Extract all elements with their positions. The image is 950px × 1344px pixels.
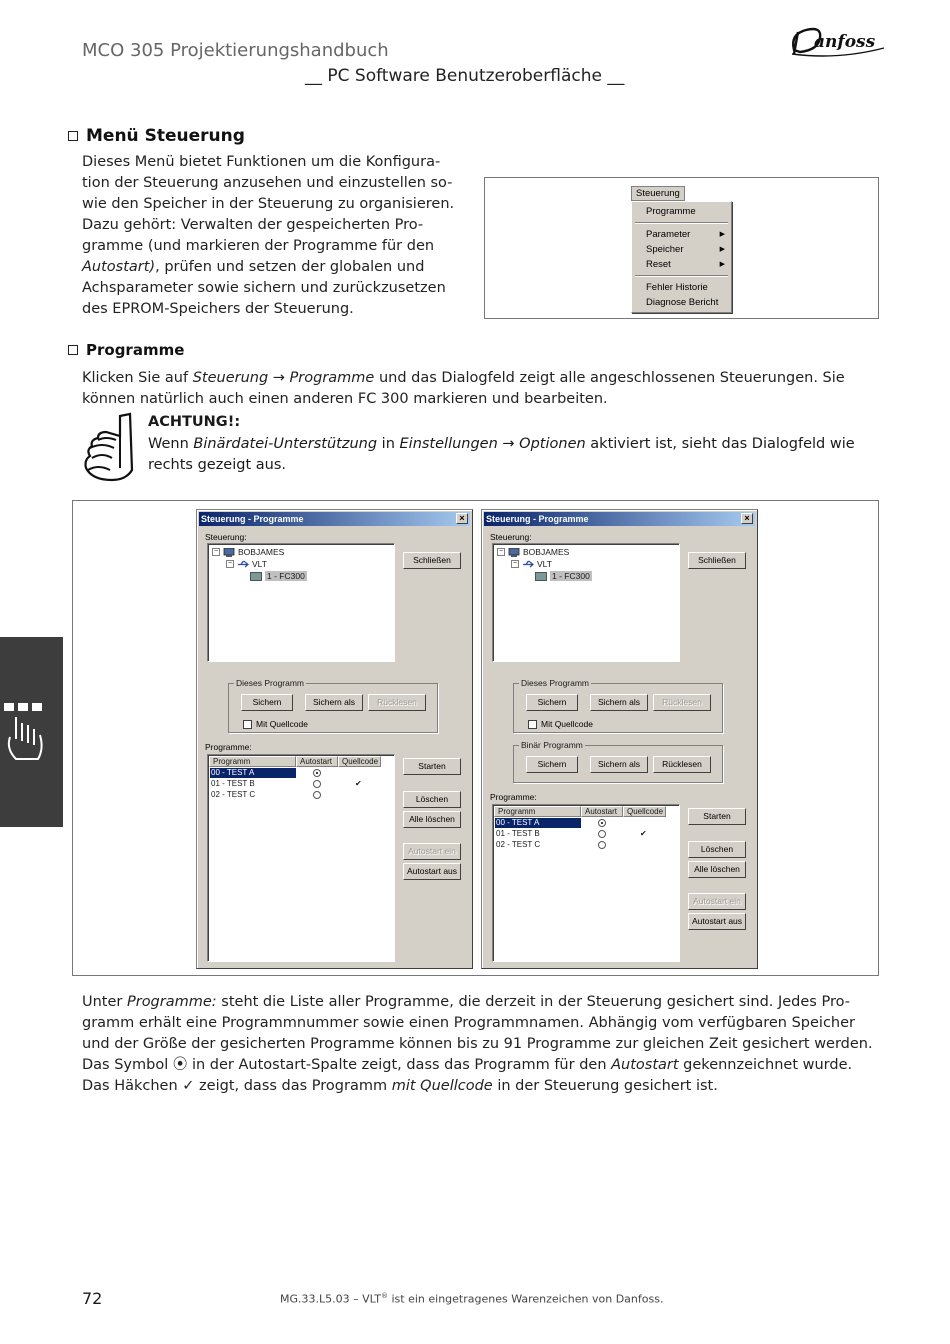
tree-node-fc300[interactable]: [250, 571, 307, 581]
svg-text:anfoss: anfoss: [814, 32, 876, 52]
emphasis: Binärdatei-Unterstützung: [193, 436, 378, 452]
binary-save-button[interactable]: Sichern: [526, 756, 578, 773]
text: in: [377, 436, 400, 452]
pointing-hand-icon: [82, 412, 136, 482]
col-source[interactable]: Quellcode: [338, 756, 381, 767]
submenu-arrow-icon: ▶: [719, 231, 725, 238]
list-item[interactable]: [494, 818, 678, 828]
autostart-off-button[interactable]: Autostart aus: [403, 863, 461, 880]
dialog-programme-binary: [481, 509, 758, 969]
delete-all-button[interactable]: Alle löschen: [688, 861, 746, 878]
checkmark-icon: ✔: [355, 779, 362, 788]
collapse-icon[interactable]: −: [498, 548, 504, 555]
page-number: 72: [82, 1289, 103, 1308]
text: aktiviert ist, sieht das Dialogfeld wie: [585, 436, 855, 452]
group-caption: Dieses Programm: [236, 678, 305, 688]
collapse-icon[interactable]: −: [213, 548, 219, 555]
menu-label: Reset: [646, 259, 671, 270]
group-caption: Dieses Programm: [521, 678, 590, 688]
menu-label: Parameter: [646, 229, 691, 240]
menu-steuerung[interactable]: Steuerung: [631, 186, 685, 201]
group-binary-program: [513, 740, 723, 783]
menu-label: Speicher: [646, 244, 684, 255]
program-name: 01 - TEST B: [211, 779, 255, 788]
hand-keyboard-icon: [2, 699, 50, 763]
text-line: [82, 992, 882, 1013]
text: , prüfen und setzen der globalen und: [155, 259, 425, 275]
menu-separator: [635, 275, 728, 277]
drive-icon: [250, 572, 262, 581]
programs-label: Programme:: [205, 742, 252, 752]
text-line: des EPROM-Speichers der Steuerung.: [82, 301, 354, 317]
autostart-radio[interactable]: [598, 830, 606, 838]
tree-node-vlt[interactable]: [226, 559, 267, 569]
tree-label: VLT: [537, 559, 552, 569]
dialog-titlebar: [199, 512, 470, 526]
text-line: [148, 434, 878, 455]
programs-explanation: [82, 992, 882, 1097]
list-item[interactable]: [494, 829, 678, 839]
col-autostart[interactable]: Autostart: [296, 756, 338, 767]
save-button[interactable]: Sichern: [526, 694, 578, 711]
start-button[interactable]: Starten: [403, 758, 461, 775]
text-line: gramm erhält eine Programmnummer sowie einen Programmnamen. Abhängig vom verfügbaren Speicher: [82, 1015, 856, 1031]
group-this-program: [513, 678, 723, 733]
col-program[interactable]: Programm: [209, 756, 296, 767]
tree-node-fc300[interactable]: [535, 571, 592, 581]
source-checkbox-label: Mit Quellcode: [541, 719, 593, 729]
text: steht die Liste aller Programme, die derzeit in der Steuerung gesichert sind. Jedes Pro-: [216, 994, 850, 1010]
text-line: [82, 1076, 882, 1097]
text: in der Autostart-Spalte zeigt, dass das Programm für den: [187, 1057, 612, 1073]
dialog-title: Steuerung - Programme: [486, 514, 589, 524]
text-line: und der Größe der gesicherten Programme können bis zu 91 Programme zur gleichen Zeit gesichert werden.: [82, 1036, 873, 1052]
registered-mark: ®: [380, 1292, 388, 1300]
program-name: 02 - TEST C: [496, 840, 541, 849]
heading-text: Programme: [86, 341, 185, 359]
source-checkbox-label: Mit Quellcode: [256, 719, 308, 729]
square-bullet-icon: [68, 131, 78, 141]
text-line: können natürlich auch einen anderen FC 300 markieren und bearbeiten.: [82, 391, 608, 407]
dialog-titlebar: [484, 512, 755, 526]
controller-tree[interactable]: [492, 543, 680, 662]
list-item[interactable]: [494, 840, 678, 850]
emphasis: mit Quellcode: [391, 1078, 493, 1094]
col-autostart[interactable]: Autostart: [581, 806, 623, 817]
text-line: [82, 257, 467, 278]
binary-save-as-button[interactable]: Sichern als: [590, 756, 648, 773]
tree-node-vlt[interactable]: [511, 559, 552, 569]
text: zeigt, dass das Programm: [194, 1078, 392, 1094]
menu-item-programme[interactable]: [632, 205, 731, 219]
text-line: tion der Steuerung anzusehen und einzustellen so-: [82, 175, 453, 191]
emphasis: Programme: [289, 370, 375, 386]
collapse-icon[interactable]: −: [512, 560, 518, 567]
autostart-radio[interactable]: [598, 841, 606, 849]
text: in der Steuerung gesichert ist.: [492, 1078, 718, 1094]
danfoss-logo: [788, 20, 888, 60]
radio-symbol-icon: ⦿: [172, 1057, 188, 1073]
text: Das Symbol: [82, 1057, 173, 1073]
text-line: rechts gezeigt aus.: [148, 457, 286, 473]
programs-list[interactable]: [492, 804, 680, 962]
source-checkbox[interactable]: [528, 720, 537, 729]
arrow-text: →: [268, 370, 290, 386]
menu-screenshot: [484, 177, 879, 319]
list-item[interactable]: [209, 768, 393, 778]
usb-icon: [237, 560, 249, 569]
list-item[interactable]: [209, 779, 393, 789]
text: ist ein eingetragenes Warenzeichen von Danfoss.: [387, 1292, 664, 1306]
dialog-programme: [196, 509, 473, 969]
attention-heading: ACHTUNG!:: [148, 414, 241, 430]
group-this-program: [228, 678, 438, 733]
close-button[interactable]: Schließen: [688, 552, 746, 569]
text: MG.33.L5.03 – VLT: [280, 1292, 381, 1306]
submenu-arrow-icon: ▶: [719, 261, 725, 268]
binary-readback-button[interactable]: Rücklesen: [653, 756, 711, 773]
text: Unter: [82, 994, 127, 1010]
attention-text: [148, 434, 878, 476]
programme-paragraph: [82, 368, 882, 410]
menu-item-reset[interactable]: [632, 258, 731, 272]
delete-button[interactable]: Löschen: [688, 841, 746, 858]
programs-list[interactable]: [207, 754, 395, 962]
close-icon[interactable]: ×: [741, 513, 753, 524]
source-checkbox[interactable]: [243, 720, 252, 729]
program-name: 01 - TEST B: [496, 829, 540, 838]
computer-icon: [508, 548, 520, 557]
start-button[interactable]: Starten: [688, 808, 746, 825]
menu-item-diagnose-bericht[interactable]: [632, 296, 731, 310]
autostart-on-button[interactable]: Autostart ein: [403, 843, 461, 860]
menu-dropdown: [631, 201, 732, 313]
program-name: 02 - TEST C: [211, 790, 256, 799]
emphasis: Programme:: [126, 994, 217, 1010]
list-item[interactable]: [209, 790, 393, 800]
text-line: [82, 368, 882, 389]
collapse-icon[interactable]: −: [227, 560, 233, 567]
submenu-arrow-icon: ▶: [719, 246, 725, 253]
tree-node-pc[interactable]: [497, 547, 569, 557]
section-heading-programme: [68, 341, 184, 359]
emphasis: Einstellungen: [399, 436, 498, 452]
drive-icon: [535, 572, 547, 581]
autostart-radio[interactable]: [313, 769, 321, 777]
chapter-title: __ PC Software Benutzeroberfläche __: [305, 66, 625, 86]
tree-label: 1 - FC300: [552, 571, 590, 581]
dialog-title: Steuerung - Programme: [201, 514, 304, 524]
autostart-off-button[interactable]: Autostart aus: [688, 913, 746, 930]
menu-separator: [635, 222, 728, 224]
text: Das Häkchen: [82, 1078, 183, 1094]
section-heading-menu: [68, 126, 245, 146]
menu-label: Diagnose Bericht: [646, 297, 719, 308]
tree-node-pc[interactable]: [212, 547, 284, 557]
close-icon[interactable]: ×: [456, 513, 468, 524]
emphasis: Autostart: [611, 1057, 679, 1073]
readback-button[interactable]: Rücklesen: [653, 694, 711, 711]
text: Wenn: [148, 436, 194, 452]
text-line: wie den Speicher in der Steuerung zu organisieren.: [82, 196, 455, 212]
footer-text: [280, 1292, 663, 1306]
program-name: 00 - TEST A: [495, 818, 581, 828]
text-line: Achsparameter sowie sichern und zurückzusetzen: [82, 280, 446, 296]
menu-label: Programme: [646, 206, 696, 217]
tree-label: BOBJAMES: [238, 547, 285, 557]
square-bullet-icon: [68, 345, 78, 355]
save-button[interactable]: Sichern: [241, 694, 293, 711]
menu-item-parameter[interactable]: [632, 228, 731, 242]
autostart-radio[interactable]: [598, 819, 606, 827]
steuerung-label: Steuerung:: [205, 532, 247, 542]
autostart-radio[interactable]: [313, 791, 321, 799]
autostart-on-button[interactable]: Autostart ein: [688, 893, 746, 910]
text-line: Dazu gehört: Verwalten der gespeicherten Pro-: [82, 217, 424, 233]
usb-icon: [522, 560, 534, 569]
tree-label: BOBJAMES: [523, 547, 570, 557]
text-line: [82, 1055, 882, 1076]
group-caption: Binär Programm: [521, 740, 583, 750]
arrow-text: →: [497, 436, 520, 452]
col-source[interactable]: Quellcode: [623, 806, 666, 817]
computer-icon: [223, 548, 235, 557]
programs-label: Programme:: [490, 792, 537, 802]
save-as-button[interactable]: Sichern als: [305, 694, 363, 711]
menu-item-speicher[interactable]: [632, 243, 731, 257]
delete-all-button[interactable]: Alle löschen: [403, 811, 461, 828]
readback-button[interactable]: Rücklesen: [368, 694, 426, 711]
checkmark-icon: ✔: [640, 829, 647, 838]
steuerung-label: Steuerung:: [490, 532, 532, 542]
delete-button[interactable]: Löschen: [403, 791, 461, 808]
document-title: MCO 305 Projektierungshandbuch: [82, 40, 389, 61]
tree-label: 1 - FC300: [267, 571, 305, 581]
intro-paragraph: [82, 152, 467, 320]
emphasis: Optionen: [519, 436, 586, 452]
dialogs-screenshot: [72, 500, 879, 976]
text: gekennzeichnet wurde.: [678, 1057, 853, 1073]
text: und das Dialogfeld zeigt alle angeschlossenen Steuerungen. Sie: [374, 370, 845, 386]
text-line: Dieses Menü bietet Funktionen um die Konfigura-: [82, 154, 441, 170]
controller-tree[interactable]: [207, 543, 395, 662]
autostart-radio[interactable]: [313, 780, 321, 788]
chapter-side-tab: [0, 637, 63, 827]
heading-text: Menü Steuerung: [86, 126, 245, 146]
checkmark-symbol-icon: ✓: [182, 1078, 195, 1094]
col-program[interactable]: Programm: [494, 806, 581, 817]
close-button[interactable]: Schließen: [403, 552, 461, 569]
save-as-button[interactable]: Sichern als: [590, 694, 648, 711]
emphasis: Autostart): [82, 259, 156, 275]
emphasis: Steuerung: [192, 370, 269, 386]
menu-label: Fehler Historie: [646, 282, 708, 293]
text: Klicken Sie auf: [82, 370, 193, 386]
tree-label: VLT: [252, 559, 267, 569]
text-line: gramme (und markieren der Programme für den: [82, 238, 435, 254]
menu-item-fehler-historie[interactable]: [632, 281, 731, 295]
program-name: 00 - TEST A: [210, 768, 296, 778]
